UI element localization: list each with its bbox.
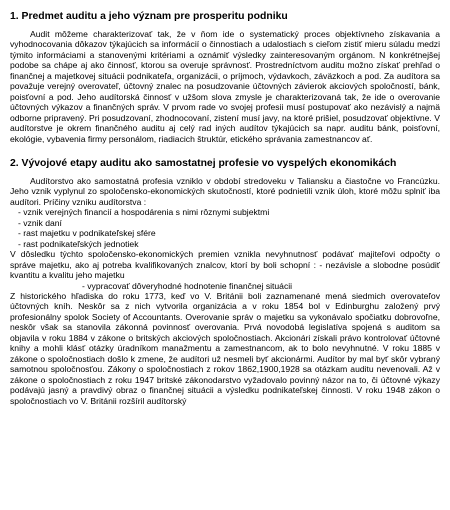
list-item: - rast majetku v podnikateľskej sfére [18,228,156,239]
section-2-paragraph-3: Z historického hľadiska do roku 1773, keď vo V. Británii boli zaznamenané mená siedmich overovateľov účtovných kníh. Neskôr sa z nich vytvorila organizácia a v roku 1854 bol v Edinburghu založený prvý profesionálny spolok Society of Accountants. Overovanie správ o majetku sa vykonávalo spočiatku dobrovoľne, neskôr však sa stanovila zákonná povinnosť overovania. Prvá novodobá legislatíva spojená s auditom sa objavila v roku 1884 v zákone o britských akciových spoločnostiach. Akcionári získali právo kontrolovať účtovné knihy a mohli klásť otázky úradníkom manažmentu a zamestnancom, ak to bolo nevyhnutné. V roku 1885 v zákone o spoločnostiach došlo k zmene, že audítori už nesmeli byť akcionármi. Audítor by mal byť skôr vybraný samotnou spoločnosťou. Zákony o spoločnostiach z rokov 1862,1900,1928 sa otázkam auditu nevenovali. Až v zákone o spoločnostiach z roku 1947 britské zákonodarstvo vyžadovalo povinný názor na to, či účtovné výkazy podávajú jasný a pravdivý obraz o finančnej situácii a výsledku podnikateľskej činnosti. V roku 1948 zákon o spoločnostiach vo V. Británii rozšíril audítorský [10,290,440,406]
section-2-heading: 2. Vývojové etapy auditu ako samostatnej profesie vo vyspelých ekonomikách [10,157,397,169]
section-divider [10,144,440,153]
verify-line: - vypracovať dôveryhodné hodnotenie finančnej situácii [82,280,293,291]
list-item: - vznik daní [18,217,62,228]
list-item: - vznik verejných financií a hospodárenia s nimi rôznymi subjektmi [18,207,270,218]
list-item: - rast podnikateľských jednotiek [18,238,139,249]
causes-list [10,207,440,249]
section-2-paragraph-1: Audítorstvo ako samostatná profesia vzniklo v období stredoveku v Taliansku a čiastočne vo Francúzku. Jeho vznik vyplynul zo spoločensko-ekonomických skutočností, ktoré podnietili vznik úloh, ktoré môžu splniť iba audítori. Príčiny vzniku audítorstva : [10,175,440,207]
section-1-paragraph: Audit môžeme charakterizovať tak, že v ňom ide o systematický proces objektívneho získavania a vyhodnocovania dôkazov týkajúcich sa informácií o činnostiach a udalostiach s cieľom zistiť mieru súladu medzi týmito informáciami a stanovenými kritériami a oznámiť výsledky zainteresovaným orgánom. N konkrétnejšej podobe sa chápe aj ako činnosť, ktorou sa overuje správnosť. Prostredníctvom auditu možno získať prehľad o finančnej a majetkovej situácii podnikateľa, organizácii, o príjmoch, výdavkoch, záväzkoch a pod. Za audítora sa považuje verejný overovateľ, účtovný znalec na posudzovanie účtovných závierok akciových spoločností, bánk, poisťovní a pod. Jeho audítorská činnosť v užšom slova zmysle je charakterizovaná tak, že ide o overovanie účtovných výkazov a finančných správ. V prvom rade vo svojej profesii musí postupovať ako nezávislý a najmä odborne pripravený. Pri posudzovaní, zhodnocovaní, zistení musí javy, na ktoré prišiel, posudzovať objektívne. V audítorstve je okrem finančného auditu aj celý rad iných audítov týkajúcich sa napr. auditu bánk, poisťovní, ekológie, vybavenia firmy personálom, riadiacich štruktúr, etického správania zamestnancov ať. [10,29,440,144]
section-2-paragraph-2: V dôsledku týchto spoločensko-ekonomických premien vznikla nevyhnutnosť podávať majiteľovi odpočty o správe majetku, ako aj potreba kvalifikovaných znalcov, ktorí by boli schopní : - nezávisle a slobodne posúdiť kvantitu a kvalitu jeho majetku [10,249,440,281]
section-1-heading: 1. Predmet auditu a jeho význam pre prosperitu podniku [10,11,288,22]
